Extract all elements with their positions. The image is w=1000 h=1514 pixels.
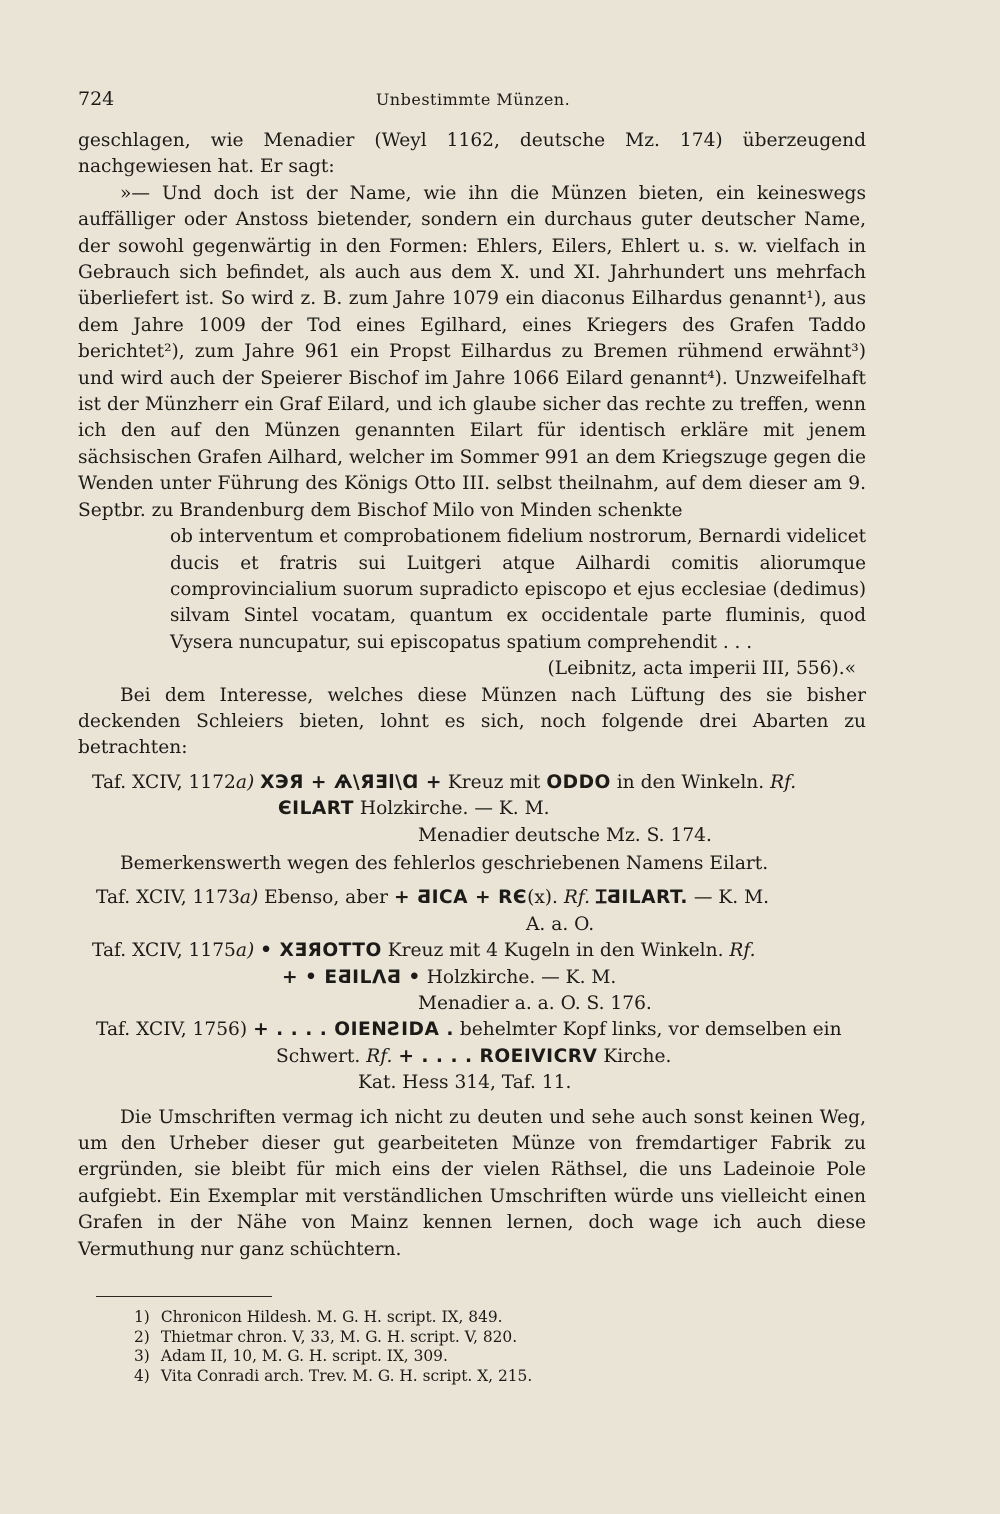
coin-entry-1172a	[78, 770, 866, 849]
paragraph-3: Bei dem Interesse, welches diese Münzen nach Lüftung des sie bisher deckenden Schleiers bieten, lohnt es sich, noch folgende drei Abarten zu betrachten:	[78, 684, 866, 759]
coin-description: (x).	[527, 887, 558, 909]
quote-source: (Leibnitz, acta imperii III, 556).«	[547, 658, 856, 680]
plate-reference: Taf. XCIV, 1756)	[96, 1019, 248, 1041]
coin-line	[78, 796, 866, 822]
coin-description: Kirche.	[603, 1045, 672, 1067]
footnote	[134, 1328, 532, 1348]
coin-description: Schwert.	[276, 1045, 361, 1067]
footnotes	[134, 1308, 532, 1386]
coin-legend: ЄILART	[278, 798, 354, 820]
footnote-number: 3)	[134, 1347, 150, 1365]
page-header	[78, 88, 868, 116]
coin-line	[78, 965, 866, 991]
coin-citation: A. a. O.	[526, 913, 595, 935]
coin-citation: Kat. Hess 314, Taf. 11.	[358, 1072, 572, 1094]
coin-line	[78, 885, 866, 911]
footnote-text: Adam II, 10, M. G. H. script. IX, 309.	[160, 1347, 448, 1365]
coin-legend: + • ЕƋILΛƋ •	[282, 966, 421, 988]
footnote-text: Vita Conradi arch. Trev. M. G. H. script. X, 215.	[160, 1366, 533, 1385]
paragraph-1: geschlagen, wie Menadier (Weyl 1162, deutsche Mz. 174) überzeugend nachgewiesen hat. Er sagt:	[78, 130, 866, 178]
coin-citation: Menadier deutsche Mz. S. 174.	[418, 824, 712, 846]
coin-citation: Menadier a. a. O. S. 176.	[418, 993, 652, 1014]
footnote	[134, 1308, 532, 1328]
running-head: Unbestimmte Münzen.	[375, 90, 571, 109]
coin-description: Holzkirche. — K. M.	[426, 966, 617, 988]
page-number: 724	[78, 88, 115, 110]
plate-reference-suffix: a)	[235, 940, 255, 962]
coin-description: behelmter Kopf links, vor demselben ein	[459, 1019, 842, 1041]
plate-reference: Taf. XCIV, 1172	[92, 771, 236, 793]
coin-legend: + ƋIꓚA + RЄ	[393, 887, 528, 909]
coin-legend: + . . . . ROEIVICRV	[398, 1045, 598, 1067]
reverse-abbrev: Rf.	[563, 887, 591, 909]
closing-paragraph: Die Umschriften vermag ich nicht zu deuten und sehe auch sonst keinen Weg, um den Urheber dieser gut gearbeiteten Münze von fremdartiger Fabrik zu ergründen, sie bleibt für mich eins der vielen Räthsel, die uns Ladeinoie Pole aufgiebt. Ein Exemplar mit verständlichen Umschriften würde uns vielleicht einen Grafen in der Nähe von Mainz kennen lernen, doch wage ich auch diese Vermuthung nur ganz schüchtern.	[78, 1106, 866, 1260]
coin-entry-1175a	[78, 938, 866, 1017]
coin-description: in den Winkeln.	[616, 771, 765, 793]
coin-entry-1756	[78, 1017, 866, 1096]
coin-legend: + . . . . OIENƧIDA .	[253, 1019, 454, 1041]
coin-description: Ebenso, aber	[264, 887, 389, 909]
footnote-number: 2)	[134, 1327, 150, 1346]
footnote-number: 1)	[134, 1308, 150, 1326]
plate-reference: Taf. XCIV, 1173	[96, 887, 240, 909]
footnote-rule	[96, 1296, 272, 1297]
coin-legend: ODDO	[546, 771, 611, 793]
footnote	[134, 1367, 532, 1387]
plate-reference-suffix: a)	[235, 771, 255, 793]
plate-reference-suffix: a)	[239, 887, 259, 909]
page-body	[78, 128, 866, 1263]
footnote-text: Chronicon Hildesh. M. G. H. script. IX, 849.	[160, 1308, 503, 1326]
coin-line	[78, 770, 866, 796]
coin-line	[78, 1017, 866, 1043]
coin-description: — K. M.	[693, 887, 770, 909]
latin-quote: ob interventum et comprobationem fidelium nostrorum, Bernardi videlicet ducis et fratris sui Luitgeri atque Ailhardi comitis aliorumque comprovincialium suorum supradicto episcopo et ejus ecclesiae (dedimus) silvam Sintel vocatam, quantum ex occidentale parte fluminis, quod Vysera nuncupatur, sui episcopatus spatium comprehendit . . .	[170, 526, 866, 653]
reverse-abbrev: Rf.	[366, 1045, 393, 1067]
coin-line	[78, 938, 866, 964]
coin-legend: • XƎЯOTTO	[260, 940, 382, 962]
coin-legend: ꞮƋILART.	[595, 887, 688, 909]
plate-reference: Taf. XCIV, 1175	[92, 940, 236, 962]
footnote	[134, 1347, 532, 1367]
coin-line	[78, 1044, 866, 1070]
reverse-abbrev: Rf.	[729, 940, 756, 962]
footnote-number: 4)	[134, 1366, 150, 1385]
paragraph-2: »— Und doch ist der Name, wie ihn die Münzen bieten, ein keineswegs auffälliger oder Anstoss bietender, sondern ein durchaus guter deutscher Name, der sowohl gegenwärtig in den Formen: Ehlers, Eilers, Ehlert u. s. w. vielfach in Gebrauch sich befindet, als auch aus dem X. und XI. Jahrhundert uns mehrfach überliefert ist. So wird z. B. zum Jahre 1079 ein diaconus Eilhardus genannt¹), aus dem Jahre 1009 der Tod eines Egilhard, eines Kriegers des Grafen Taddo berichtet²), zum Jahre 961 ein Propst Eilhardus zu Bremen rühmend erwähnt³) und wird auch der Speierer Bischof im Jahre 1066 Eilard genannt⁴). Unzweifelhaft ist der Münzherr ein Graf Eilard, und ich glaube sicher das rechte zu treffen, wenn ich den auf den Münzen genannten Eilart für identisch erkläre mit jenem sächsischen Grafen Ailhard, welcher im Sommer 991 an dem Kriegszuge gegen die Wenden unter Führung des Königs Otto III. selbst theilnahm, auf dem dieser am 9. Septbr. zu Brandenburg dem Bischof Milo von Minden schenkte	[78, 182, 866, 521]
coin-description: Kreuz mit 4 Kugeln in den Winkeln.	[387, 940, 724, 962]
coin-legend: XЭЯ + Ѧ\ЯƎl\Ɑ +	[260, 771, 442, 793]
coin-entry-1173a	[78, 885, 866, 938]
coin-note: Bemerkenswerth wegen des fehlerlos geschriebenen Namens Eilart.	[120, 852, 769, 874]
coin-description: Kreuz mit	[447, 771, 541, 793]
coin-description: Holzkirche. — K. M.	[359, 798, 550, 820]
footnote-text: Thietmar chron. V, 33, M. G. H. script. V, 820.	[160, 1327, 518, 1346]
reverse-abbrev: Rf.	[770, 771, 797, 793]
